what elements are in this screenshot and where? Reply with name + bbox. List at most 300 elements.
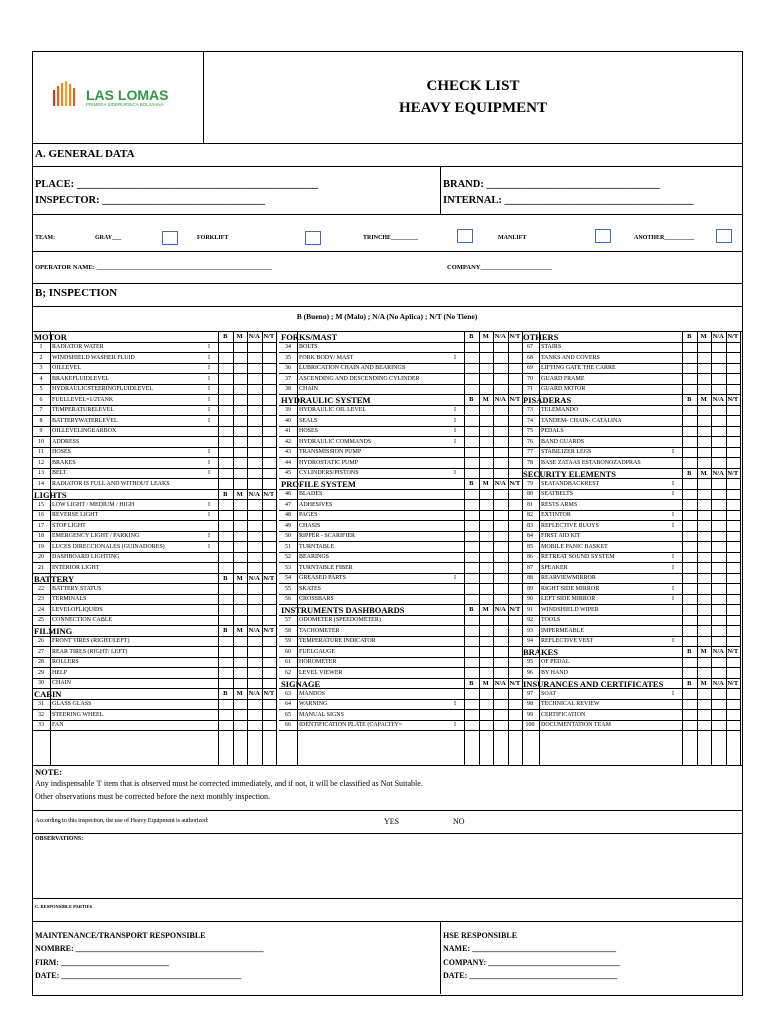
check-cell-b[interactable] [682, 541, 697, 552]
check-cell-na[interactable] [493, 594, 508, 605]
check-cell-nt[interactable] [508, 426, 523, 437]
maint-name-field[interactable]: NOMBRE: _______________________________________________ [35, 944, 264, 953]
check-cell-nt[interactable] [262, 699, 277, 710]
check-cell-b[interactable] [464, 541, 479, 552]
check-cell-m[interactable] [233, 415, 248, 426]
check-cell-na[interactable] [493, 688, 508, 699]
check-cell-m[interactable] [479, 363, 494, 374]
check-cell-m[interactable] [233, 583, 248, 594]
authorized-yes[interactable]: YES [384, 817, 400, 826]
check-cell-na[interactable] [711, 447, 726, 458]
check-cell-m[interactable] [479, 541, 494, 552]
check-cell-nt[interactable] [508, 499, 523, 510]
check-cell-b[interactable] [464, 405, 479, 416]
check-cell-b[interactable] [218, 510, 233, 521]
check-cell-na[interactable] [247, 562, 262, 573]
check-cell-na[interactable] [711, 636, 726, 647]
check-cell-na[interactable] [711, 352, 726, 363]
check-cell-m[interactable] [697, 604, 712, 615]
check-cell-nt[interactable] [262, 510, 277, 521]
check-cell-nt[interactable] [508, 468, 523, 479]
check-cell-m[interactable] [479, 688, 494, 699]
check-cell-m[interactable] [233, 604, 248, 615]
check-cell-na[interactable] [247, 405, 262, 416]
check-cell-nt[interactable] [508, 636, 523, 647]
check-cell-b[interactable] [682, 625, 697, 636]
check-cell-na[interactable] [711, 541, 726, 552]
check-cell-na[interactable] [247, 520, 262, 531]
check-cell-na[interactable] [711, 562, 726, 573]
check-cell-nt[interactable] [262, 415, 277, 426]
check-cell-b[interactable] [218, 384, 233, 395]
check-cell-b[interactable] [464, 468, 479, 479]
check-cell-b[interactable] [464, 709, 479, 720]
check-cell-na[interactable] [247, 394, 262, 405]
check-cell-b[interactable] [218, 468, 233, 479]
check-cell-nt[interactable] [508, 342, 523, 353]
maint-date-field[interactable]: DATE: _____________________________________________ [35, 971, 242, 980]
check-cell-na[interactable] [493, 468, 508, 479]
check-cell-m[interactable] [479, 468, 494, 479]
check-cell-na[interactable] [711, 615, 726, 626]
check-cell-nt[interactable] [726, 520, 741, 531]
check-cell-b[interactable] [464, 415, 479, 426]
check-cell-na[interactable] [247, 468, 262, 479]
check-cell-nt[interactable] [262, 657, 277, 668]
check-cell-b[interactable] [682, 520, 697, 531]
check-cell-nt[interactable] [508, 562, 523, 573]
check-cell-b[interactable] [218, 583, 233, 594]
check-cell-m[interactable] [479, 373, 494, 384]
check-cell-nt[interactable] [262, 426, 277, 437]
check-cell-nt[interactable] [726, 583, 741, 594]
check-cell-nt[interactable] [726, 720, 741, 731]
check-cell-nt[interactable] [508, 436, 523, 447]
check-cell-m[interactable] [479, 646, 494, 657]
check-cell-nt[interactable] [262, 405, 277, 416]
check-cell-na[interactable] [711, 552, 726, 563]
check-cell-m[interactable] [479, 615, 494, 626]
check-cell-m[interactable] [233, 405, 248, 416]
check-cell-m[interactable] [697, 541, 712, 552]
check-cell-m[interactable] [233, 552, 248, 563]
check-cell-nt[interactable] [508, 510, 523, 521]
check-cell-na[interactable] [711, 583, 726, 594]
check-cell-b[interactable] [218, 709, 233, 720]
check-cell-m[interactable] [233, 520, 248, 531]
check-cell-nt[interactable] [508, 489, 523, 500]
check-cell-na[interactable] [493, 636, 508, 647]
check-cell-m[interactable] [697, 625, 712, 636]
check-cell-m[interactable] [697, 615, 712, 626]
check-cell-b[interactable] [464, 636, 479, 647]
check-cell-na[interactable] [711, 405, 726, 416]
check-cell-na[interactable] [493, 436, 508, 447]
check-cell-nt[interactable] [262, 363, 277, 374]
check-cell-m[interactable] [233, 615, 248, 626]
check-cell-na[interactable] [711, 415, 726, 426]
check-cell-m[interactable] [697, 457, 712, 468]
check-cell-m[interactable] [697, 657, 712, 668]
check-cell-nt[interactable] [262, 720, 277, 731]
check-cell-b[interactable] [464, 489, 479, 500]
check-cell-na[interactable] [493, 552, 508, 563]
check-cell-b[interactable] [464, 363, 479, 374]
check-cell-na[interactable] [711, 489, 726, 500]
check-cell-b[interactable] [682, 426, 697, 437]
check-cell-na[interactable] [711, 457, 726, 468]
check-cell-nt[interactable] [726, 499, 741, 510]
check-cell-na[interactable] [247, 720, 262, 731]
check-cell-b[interactable] [218, 520, 233, 531]
company-field[interactable]: COMPANY______________________ [447, 264, 552, 271]
inspector-field[interactable]: INSPECTOR: _______________________________ [35, 195, 265, 206]
check-cell-nt[interactable] [508, 667, 523, 678]
check-cell-b[interactable] [218, 657, 233, 668]
check-cell-b[interactable] [218, 636, 233, 647]
check-cell-b[interactable] [218, 667, 233, 678]
check-cell-na[interactable] [493, 573, 508, 584]
check-cell-na[interactable] [247, 699, 262, 710]
check-cell-nt[interactable] [262, 709, 277, 720]
manlift-checkbox[interactable] [595, 229, 611, 243]
check-cell-m[interactable] [479, 457, 494, 468]
check-cell-m[interactable] [697, 552, 712, 563]
check-cell-nt[interactable] [508, 552, 523, 563]
check-cell-na[interactable] [711, 478, 726, 489]
check-cell-b[interactable] [218, 415, 233, 426]
check-cell-m[interactable] [479, 709, 494, 720]
hse-company-field[interactable]: COMPANY: _________________________________ [443, 958, 621, 967]
check-cell-b[interactable] [464, 646, 479, 657]
check-cell-m[interactable] [697, 373, 712, 384]
check-cell-m[interactable] [697, 426, 712, 437]
check-cell-b[interactable] [682, 636, 697, 647]
check-cell-b[interactable] [464, 720, 479, 731]
check-cell-m[interactable] [479, 699, 494, 710]
check-cell-m[interactable] [479, 562, 494, 573]
check-cell-na[interactable] [711, 720, 726, 731]
check-cell-m[interactable] [233, 342, 248, 353]
check-cell-nt[interactable] [726, 426, 741, 437]
check-cell-nt[interactable] [726, 594, 741, 605]
check-cell-b[interactable] [464, 499, 479, 510]
check-cell-b[interactable] [682, 657, 697, 668]
check-cell-m[interactable] [479, 342, 494, 353]
check-cell-nt[interactable] [508, 531, 523, 542]
check-cell-na[interactable] [247, 415, 262, 426]
check-cell-b[interactable] [682, 573, 697, 584]
check-cell-na[interactable] [493, 499, 508, 510]
check-cell-na[interactable] [493, 646, 508, 657]
check-cell-m[interactable] [479, 531, 494, 542]
check-cell-m[interactable] [233, 541, 248, 552]
check-cell-m[interactable] [233, 531, 248, 542]
check-cell-na[interactable] [493, 373, 508, 384]
check-cell-nt[interactable] [726, 363, 741, 374]
check-cell-b[interactable] [682, 709, 697, 720]
hse-name-field[interactable]: NAME: ____________________________________ [443, 944, 617, 953]
check-cell-b[interactable] [464, 352, 479, 363]
check-cell-b[interactable] [464, 688, 479, 699]
check-cell-nt[interactable] [726, 636, 741, 647]
check-cell-nt[interactable] [726, 552, 741, 563]
check-cell-nt[interactable] [726, 615, 741, 626]
check-cell-m[interactable] [479, 636, 494, 647]
check-cell-nt[interactable] [508, 688, 523, 699]
check-cell-b[interactable] [464, 457, 479, 468]
check-cell-m[interactable] [233, 657, 248, 668]
check-cell-b[interactable] [682, 436, 697, 447]
check-cell-b[interactable] [218, 457, 233, 468]
check-cell-nt[interactable] [262, 531, 277, 542]
check-cell-na[interactable] [493, 352, 508, 363]
check-cell-nt[interactable] [262, 667, 277, 678]
check-cell-na[interactable] [493, 415, 508, 426]
check-cell-m[interactable] [479, 720, 494, 731]
check-cell-na[interactable] [493, 657, 508, 668]
check-cell-b[interactable] [464, 436, 479, 447]
check-cell-b[interactable] [464, 573, 479, 584]
check-cell-na[interactable] [711, 520, 726, 531]
check-cell-b[interactable] [682, 373, 697, 384]
check-cell-m[interactable] [697, 415, 712, 426]
check-cell-m[interactable] [697, 520, 712, 531]
maint-firm-field[interactable]: FIRM: ___________________________ [35, 958, 169, 967]
check-cell-nt[interactable] [262, 468, 277, 479]
another-checkbox[interactable] [716, 229, 732, 243]
check-cell-na[interactable] [247, 478, 262, 489]
check-cell-m[interactable] [233, 363, 248, 374]
check-cell-nt[interactable] [726, 342, 741, 353]
check-cell-nt[interactable] [262, 583, 277, 594]
check-cell-na[interactable] [711, 709, 726, 720]
check-cell-nt[interactable] [508, 625, 523, 636]
check-cell-m[interactable] [479, 583, 494, 594]
internal-field[interactable]: INTERNAL: ____________________________________ [443, 196, 694, 206]
check-cell-nt[interactable] [508, 373, 523, 384]
gray-checkbox[interactable] [162, 231, 178, 245]
check-cell-b[interactable] [464, 384, 479, 395]
check-cell-b[interactable] [218, 436, 233, 447]
check-cell-m[interactable] [479, 499, 494, 510]
check-cell-b[interactable] [464, 520, 479, 531]
check-cell-b[interactable] [682, 594, 697, 605]
check-cell-b[interactable] [682, 562, 697, 573]
check-cell-m[interactable] [697, 636, 712, 647]
check-cell-m[interactable] [233, 373, 248, 384]
check-cell-m[interactable] [233, 352, 248, 363]
check-cell-nt[interactable] [262, 478, 277, 489]
check-cell-na[interactable] [247, 531, 262, 542]
check-cell-nt[interactable] [262, 499, 277, 510]
check-cell-nt[interactable] [726, 657, 741, 668]
check-cell-b[interactable] [682, 447, 697, 458]
check-cell-nt[interactable] [508, 520, 523, 531]
check-cell-na[interactable] [247, 678, 262, 689]
check-cell-m[interactable] [233, 394, 248, 405]
check-cell-b[interactable] [464, 625, 479, 636]
check-cell-nt[interactable] [508, 447, 523, 458]
check-cell-nt[interactable] [726, 541, 741, 552]
check-cell-na[interactable] [711, 573, 726, 584]
check-cell-m[interactable] [697, 352, 712, 363]
check-cell-nt[interactable] [508, 363, 523, 374]
check-cell-na[interactable] [711, 363, 726, 374]
check-cell-m[interactable] [697, 583, 712, 594]
check-cell-m[interactable] [479, 384, 494, 395]
check-cell-m[interactable] [697, 699, 712, 710]
check-cell-m[interactable] [233, 636, 248, 647]
check-cell-na[interactable] [493, 520, 508, 531]
check-cell-nt[interactable] [262, 384, 277, 395]
check-cell-nt[interactable] [508, 541, 523, 552]
check-cell-b[interactable] [682, 688, 697, 699]
check-cell-b[interactable] [218, 342, 233, 353]
check-cell-na[interactable] [711, 384, 726, 395]
check-cell-na[interactable] [247, 510, 262, 521]
check-cell-na[interactable] [247, 384, 262, 395]
check-cell-m[interactable] [479, 436, 494, 447]
check-cell-m[interactable] [233, 667, 248, 678]
check-cell-nt[interactable] [726, 625, 741, 636]
check-cell-na[interactable] [247, 447, 262, 458]
check-cell-nt[interactable] [508, 457, 523, 468]
check-cell-b[interactable] [682, 478, 697, 489]
check-cell-m[interactable] [233, 699, 248, 710]
check-cell-m[interactable] [479, 447, 494, 458]
check-cell-b[interactable] [682, 720, 697, 731]
hse-date-field[interactable]: DATE: _____________________________________ [443, 971, 618, 980]
check-cell-m[interactable] [697, 667, 712, 678]
check-cell-b[interactable] [464, 667, 479, 678]
brand-field[interactable]: BRAND: _________________________________ [443, 179, 660, 190]
check-cell-na[interactable] [493, 541, 508, 552]
check-cell-na[interactable] [711, 426, 726, 437]
check-cell-m[interactable] [233, 510, 248, 521]
check-cell-nt[interactable] [726, 667, 741, 678]
check-cell-nt[interactable] [726, 384, 741, 395]
check-cell-nt[interactable] [726, 562, 741, 573]
authorized-no[interactable]: NO [453, 817, 465, 826]
check-cell-nt[interactable] [726, 436, 741, 447]
check-cell-b[interactable] [682, 384, 697, 395]
check-cell-nt[interactable] [262, 447, 277, 458]
check-cell-m[interactable] [697, 720, 712, 731]
check-cell-nt[interactable] [726, 373, 741, 384]
check-cell-b[interactable] [464, 552, 479, 563]
check-cell-m[interactable] [479, 573, 494, 584]
check-cell-nt[interactable] [508, 594, 523, 605]
check-cell-na[interactable] [711, 699, 726, 710]
check-cell-m[interactable] [479, 552, 494, 563]
check-cell-na[interactable] [493, 426, 508, 437]
check-cell-na[interactable] [493, 667, 508, 678]
check-cell-nt[interactable] [262, 646, 277, 657]
check-cell-na[interactable] [493, 447, 508, 458]
trinche-checkbox[interactable] [457, 229, 473, 243]
check-cell-na[interactable] [247, 667, 262, 678]
check-cell-b[interactable] [464, 373, 479, 384]
check-cell-b[interactable] [682, 667, 697, 678]
check-cell-nt[interactable] [262, 352, 277, 363]
check-cell-nt[interactable] [508, 646, 523, 657]
check-cell-na[interactable] [247, 594, 262, 605]
check-cell-m[interactable] [233, 478, 248, 489]
check-cell-m[interactable] [479, 667, 494, 678]
check-cell-m[interactable] [697, 363, 712, 374]
check-cell-nt[interactable] [262, 373, 277, 384]
check-cell-na[interactable] [493, 720, 508, 731]
check-cell-nt[interactable] [508, 709, 523, 720]
check-cell-nt[interactable] [726, 573, 741, 584]
check-cell-na[interactable] [247, 436, 262, 447]
check-cell-b[interactable] [218, 615, 233, 626]
check-cell-m[interactable] [479, 594, 494, 605]
check-cell-nt[interactable] [508, 573, 523, 584]
check-cell-m[interactable] [697, 384, 712, 395]
check-cell-b[interactable] [218, 363, 233, 374]
check-cell-na[interactable] [247, 552, 262, 563]
check-cell-b[interactable] [218, 499, 233, 510]
check-cell-m[interactable] [697, 499, 712, 510]
check-cell-nt[interactable] [726, 699, 741, 710]
check-cell-nt[interactable] [726, 510, 741, 521]
check-cell-na[interactable] [247, 499, 262, 510]
check-cell-m[interactable] [233, 447, 248, 458]
check-cell-nt[interactable] [508, 405, 523, 416]
check-cell-nt[interactable] [726, 489, 741, 500]
check-cell-b[interactable] [218, 552, 233, 563]
check-cell-m[interactable] [697, 436, 712, 447]
check-cell-m[interactable] [233, 678, 248, 689]
check-cell-na[interactable] [493, 457, 508, 468]
check-cell-nt[interactable] [726, 415, 741, 426]
check-cell-na[interactable] [493, 615, 508, 626]
check-cell-nt[interactable] [726, 604, 741, 615]
check-cell-nt[interactable] [262, 604, 277, 615]
check-cell-b[interactable] [682, 405, 697, 416]
check-cell-na[interactable] [247, 636, 262, 647]
check-cell-m[interactable] [697, 531, 712, 542]
check-cell-m[interactable] [233, 562, 248, 573]
forklift-checkbox[interactable] [305, 231, 321, 245]
check-cell-na[interactable] [711, 342, 726, 353]
check-cell-nt[interactable] [508, 415, 523, 426]
check-cell-nt[interactable] [726, 457, 741, 468]
check-cell-m[interactable] [233, 709, 248, 720]
check-cell-b[interactable] [464, 531, 479, 542]
check-cell-nt[interactable] [262, 342, 277, 353]
check-cell-na[interactable] [493, 625, 508, 636]
check-cell-b[interactable] [218, 562, 233, 573]
check-cell-b[interactable] [682, 363, 697, 374]
check-cell-na[interactable] [247, 657, 262, 668]
check-cell-na[interactable] [493, 562, 508, 573]
check-cell-m[interactable] [479, 352, 494, 363]
check-cell-b[interactable] [218, 426, 233, 437]
check-cell-b[interactable] [218, 604, 233, 615]
check-cell-m[interactable] [233, 720, 248, 731]
check-cell-b[interactable] [464, 510, 479, 521]
check-cell-b[interactable] [464, 594, 479, 605]
check-cell-na[interactable] [711, 667, 726, 678]
check-cell-na[interactable] [711, 688, 726, 699]
check-cell-m[interactable] [697, 562, 712, 573]
check-cell-m[interactable] [697, 405, 712, 416]
check-cell-b[interactable] [218, 373, 233, 384]
check-cell-b[interactable] [218, 678, 233, 689]
